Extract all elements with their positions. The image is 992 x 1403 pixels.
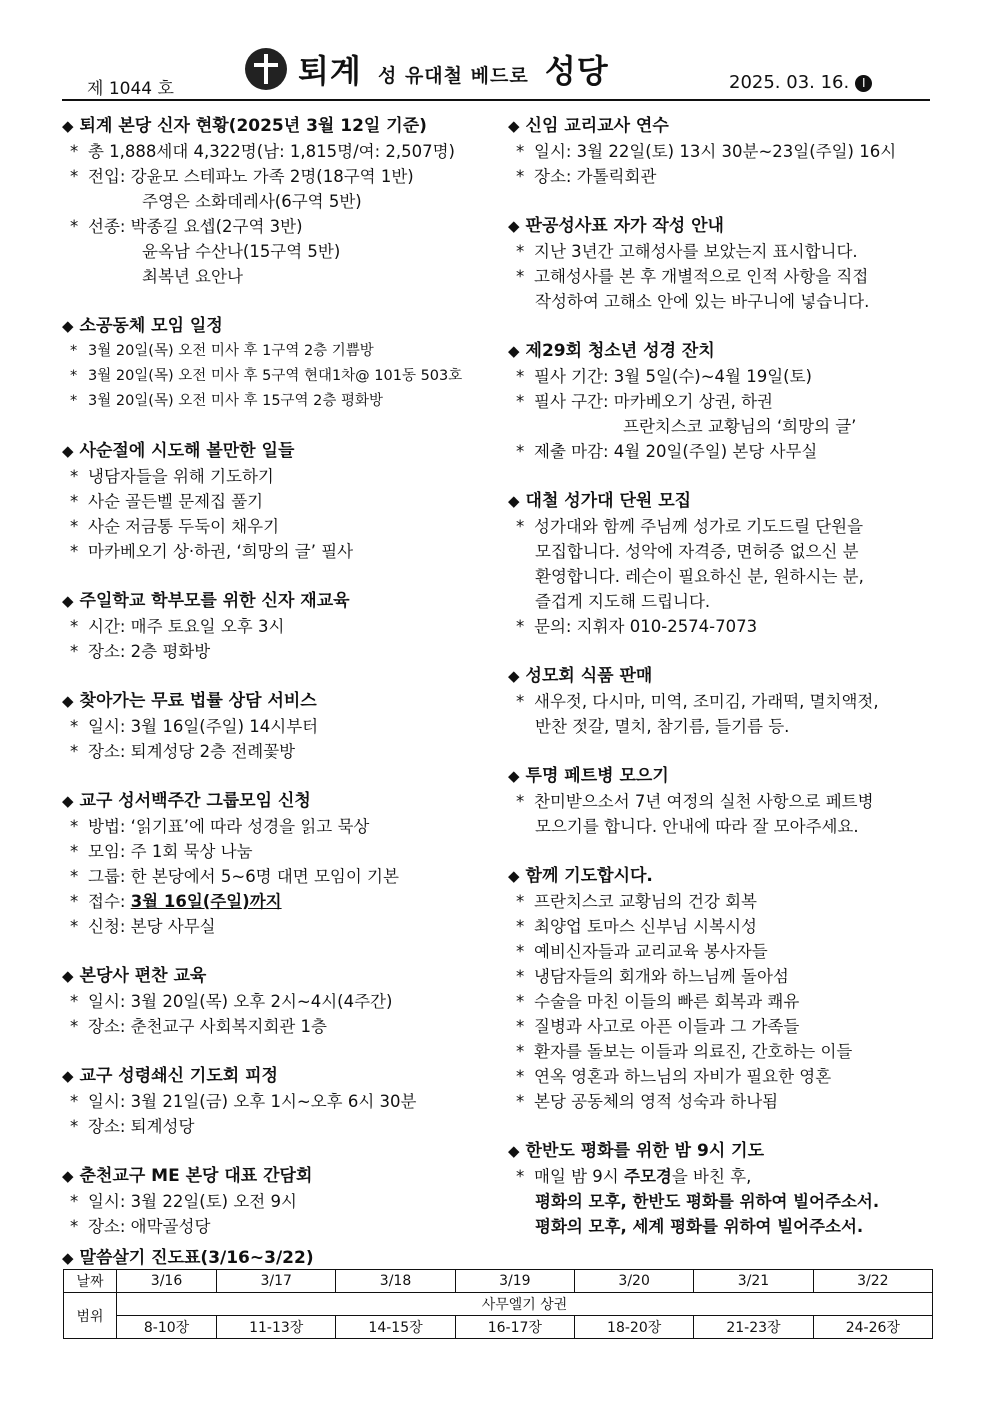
- diamond-bullet-icon: ◆: [62, 967, 74, 985]
- chapter-cell: 14-15장: [336, 1316, 455, 1339]
- asterisk-bullet-icon: *: [70, 917, 79, 936]
- schedule-title: [62, 1243, 314, 1268]
- section-heading: [62, 314, 492, 339]
- asterisk-bullet-icon: *: [70, 492, 79, 511]
- asterisk-bullet-icon: *: [516, 142, 525, 161]
- line-text: 본당 공동체의 영적 성숙과 하나됨: [534, 1092, 779, 1111]
- notice-line: [508, 239, 933, 264]
- asterisk-bullet-icon: *: [516, 917, 525, 936]
- notice-line: [62, 914, 492, 939]
- notice-section: [62, 439, 492, 564]
- notice-line: [508, 139, 933, 164]
- diamond-bullet-icon: ◆: [508, 117, 520, 135]
- line-text: 모으기를 합니다. 안내에 따라 잘 모아주세요.: [535, 817, 859, 836]
- notice-section: [62, 1164, 492, 1239]
- diamond-bullet-icon: ◆: [62, 692, 74, 710]
- line-text: 접수:: [88, 892, 131, 911]
- notice-line: [62, 1189, 492, 1214]
- section-heading: [62, 589, 492, 614]
- notice-line: [62, 489, 492, 514]
- notice-line: [62, 864, 492, 889]
- section-heading: [62, 439, 492, 464]
- asterisk-bullet-icon: *: [70, 368, 78, 384]
- line-text: 장소: 퇴계성당 2층 전례꽃방: [88, 742, 296, 761]
- asterisk-bullet-icon: *: [70, 393, 78, 409]
- notice-line: [62, 1089, 492, 1114]
- left-column: [62, 114, 492, 1264]
- line-text: 마카베오기 상·하권, ‘희망의 글’ 필사: [88, 542, 354, 561]
- line-text: 사순 저금통 두둑이 채우기: [88, 517, 280, 536]
- date-label-cell: 날짜: [64, 1270, 117, 1293]
- section-title: 함께 기도합시다.: [525, 866, 653, 886]
- asterisk-bullet-icon: *: [70, 467, 79, 486]
- notice-line: [62, 889, 492, 914]
- line-text: 환자를 돌보는 이들과 의료진, 간호하는 이들: [534, 1042, 853, 1061]
- diamond-bullet-icon: ◆: [62, 1249, 74, 1267]
- line-text: 장소: 2층 평화방: [88, 642, 211, 661]
- line-text: 평화의 모후, 한반도 평화를 위하여 빌어주소서.: [535, 1192, 880, 1211]
- line-text: 선종: 박종길 요셉(2구역 3반): [88, 217, 303, 236]
- notice-section: [508, 339, 933, 464]
- line-text: 시간: 매주 토요일 오후 3시: [88, 617, 285, 636]
- asterisk-bullet-icon: *: [70, 1192, 79, 1211]
- line-text: 예비신자들과 교리교육 봉사자들: [534, 942, 768, 961]
- notice-line: [508, 389, 933, 414]
- diamond-bullet-icon: ◆: [62, 117, 74, 135]
- line-text: 새우젓, 다시마, 미역, 조미김, 가래떡, 멸치액젓,: [534, 692, 879, 711]
- line-text: 방법: ‘읽기표’에 따라 성경을 읽고 묵상: [88, 817, 370, 836]
- notice-line: [62, 814, 492, 839]
- line-text: 프란치스코 교황님의 ‘희망의 글’: [623, 417, 857, 436]
- section-title: 사순절에 시도해 볼만한 일들: [79, 441, 295, 461]
- notice-line: [508, 989, 933, 1014]
- date-cell: 3/18: [336, 1270, 455, 1293]
- notice-section: [62, 114, 492, 289]
- parish-title: [298, 46, 609, 92]
- notice-line: [62, 464, 492, 489]
- asterisk-bullet-icon: *: [70, 142, 79, 161]
- right-column: [508, 114, 933, 1264]
- line-text: 그룹: 한 본당에서 5~6명 대면 모임이 기본: [88, 867, 399, 886]
- line-text: 3월 20일(목) 오전 미사 후 15구역 2층 평화방: [88, 393, 384, 409]
- section-heading: [62, 964, 492, 989]
- notice-line: [62, 264, 492, 289]
- section-heading: [62, 114, 492, 139]
- asterisk-bullet-icon: *: [70, 1017, 79, 1036]
- line-text: 일시: 3월 22일(토) 13시 30분~23일(주일) 16시: [534, 142, 897, 161]
- section-title: 한반도 평화를 위한 밤 9시 기도: [525, 1141, 765, 1161]
- line-text: 냉담자들의 회개와 하느님께 돌아섬: [534, 967, 789, 986]
- asterisk-bullet-icon: *: [70, 1217, 79, 1236]
- section-heading: [508, 764, 933, 789]
- section-title: 대철 성가대 단원 모집: [525, 491, 692, 511]
- notice-line: [62, 614, 492, 639]
- asterisk-bullet-icon: *: [70, 992, 79, 1011]
- line-text: 성가대와 함께 주님께 성가로 기도드릴 단원을: [534, 517, 864, 536]
- notice-line: [508, 789, 933, 814]
- notice-line: [508, 914, 933, 939]
- section-title: 퇴계 본당 신자 현황(2025년 3월 12일 기준): [79, 116, 427, 136]
- section-title: 판공성사표 자가 작성 안내: [525, 216, 724, 236]
- notice-line: [62, 1214, 492, 1239]
- notice-section: [508, 764, 933, 839]
- diamond-bullet-icon: ◆: [62, 1067, 74, 1085]
- line-text: 최양업 토마스 신부님 시복시성: [534, 917, 757, 936]
- line-text: 냉담자들을 위해 기도하기: [88, 467, 274, 486]
- section-heading: [62, 789, 492, 814]
- notice-line: [62, 189, 492, 214]
- section-heading: [62, 1164, 492, 1189]
- notice-line: [508, 1189, 933, 1214]
- line-text: 매일 밤 9시: [534, 1167, 624, 1186]
- notice-line: [508, 614, 933, 639]
- notice-section: [62, 1064, 492, 1139]
- issue-date: [729, 72, 872, 93]
- asterisk-bullet-icon: *: [70, 817, 79, 836]
- asterisk-bullet-icon: *: [516, 942, 525, 961]
- diamond-bullet-icon: ◆: [508, 767, 520, 785]
- section-heading: [508, 864, 933, 889]
- bulletin-header: [62, 44, 930, 100]
- line-text: 최복년 요안나: [142, 267, 243, 286]
- diamond-bullet-icon: ◆: [62, 317, 74, 335]
- title-left: 퇴계: [298, 52, 362, 90]
- diamond-bullet-icon: ◆: [508, 667, 520, 685]
- asterisk-bullet-icon: *: [70, 867, 79, 886]
- line-text: 질병과 사고로 아픈 이들과 그 가족들: [534, 1017, 800, 1036]
- date-cell: 3/20: [575, 1270, 694, 1293]
- line-text: 장소: 퇴계성당: [88, 1117, 195, 1136]
- chapter-cell: 16-17장: [455, 1316, 574, 1339]
- section-title: 제29회 청소년 성경 잔치: [525, 341, 715, 361]
- notice-line: [62, 389, 492, 414]
- date-cell: 3/19: [455, 1270, 574, 1293]
- section-title: 본당사 편찬 교육: [79, 966, 207, 986]
- line-text: 사순 골든벨 문제집 풀기: [88, 492, 264, 511]
- section-title: 춘천교구 ME 본당 대표 간담회: [79, 1166, 313, 1186]
- line-text: 3월 20일(목) 오전 미사 후 5구역 현대1차@ 101동 503호: [88, 368, 463, 384]
- notice-section: [508, 489, 933, 639]
- section-title: 찾아가는 무료 법률 상담 서비스: [79, 691, 317, 711]
- asterisk-bullet-icon: *: [70, 717, 79, 736]
- diamond-bullet-icon: ◆: [508, 492, 520, 510]
- line-text: 필사 구간: 마카베오기 상권, 하권: [534, 392, 773, 411]
- diamond-bullet-icon: ◆: [62, 792, 74, 810]
- asterisk-bullet-icon: *: [516, 1092, 525, 1111]
- asterisk-bullet-icon: *: [516, 617, 525, 636]
- line-text: 환영합니다. 레슨이 필요하신 분, 원하시는 분,: [535, 567, 864, 586]
- date-cell: 3/22: [813, 1270, 932, 1293]
- notice-line: [62, 214, 492, 239]
- notice-section: [62, 314, 492, 414]
- line-text: 연옥 영혼과 하느님의 자비가 필요한 영혼: [534, 1067, 832, 1086]
- schedule-chapter-row: [64, 1316, 933, 1339]
- notice-section: [62, 789, 492, 939]
- notice-line: [508, 289, 933, 314]
- notice-line: [508, 1064, 933, 1089]
- notice-line: [508, 1164, 933, 1189]
- notice-line: [508, 364, 933, 389]
- title-right: 성당: [544, 52, 609, 90]
- line-text-tail: 을 바친 후,: [671, 1167, 752, 1186]
- section-heading: [508, 114, 933, 139]
- diamond-bullet-icon: ◆: [62, 592, 74, 610]
- notice-line: [62, 739, 492, 764]
- line-text: 평화의 모후, 세계 평화를 위하여 빌어주소서.: [535, 1217, 864, 1236]
- line-text: 프란치스코 교황님의 건강 회복: [534, 892, 757, 911]
- section-title: 성모회 식품 판매: [525, 666, 653, 686]
- notice-line: [508, 1039, 933, 1064]
- schedule-book-row: [64, 1293, 933, 1316]
- notice-line: [62, 164, 492, 189]
- notice-line: [508, 1214, 933, 1239]
- date-cell: 3/21: [694, 1270, 813, 1293]
- line-text: 윤옥남 수산나(15구역 5반): [142, 242, 341, 261]
- line-text: 모임: 주 1회 묵상 나눔: [88, 842, 253, 861]
- line-text: 제출 마감: 4월 20일(주일) 본당 사무실: [534, 442, 818, 461]
- chapter-cell: 18-20장: [575, 1316, 694, 1339]
- notice-section: [508, 664, 933, 739]
- schedule-title-text: 말씀살기 진도표(3/16~3/22): [79, 1248, 314, 1268]
- asterisk-bullet-icon: *: [70, 517, 79, 536]
- section-heading: [508, 339, 933, 364]
- line-text: 필사 기간: 3월 5일(수)~4월 19일(토): [534, 367, 812, 386]
- line-text: 총 1,888세대 4,322명(남: 1,815명/여: 2,507명): [88, 142, 455, 161]
- section-heading: [62, 1064, 492, 1089]
- line-text: 신청: 본당 사무실: [88, 917, 216, 936]
- notice-section: [508, 864, 933, 1114]
- asterisk-bullet-icon: *: [70, 892, 79, 911]
- line-text: 문의: 지휘자 010-2574-7073: [534, 617, 758, 636]
- notice-line: [508, 939, 933, 964]
- line-text: 즐겁게 지도해 드립니다.: [535, 592, 711, 611]
- asterisk-bullet-icon: *: [516, 967, 525, 986]
- line-text: 반찬 젓갈, 멸치, 참기름, 들기름 등.: [535, 717, 790, 736]
- line-text: 고해성사를 본 후 개별적으로 인적 사항을 직접: [534, 267, 869, 286]
- chapter-cell: 8-10장: [117, 1316, 217, 1339]
- notice-line: [508, 689, 933, 714]
- range-label-cell: 범위: [64, 1293, 117, 1339]
- chapter-cell: 24-26장: [813, 1316, 932, 1339]
- line-text: 수술을 마친 이들의 빠른 회복과 쾌유: [534, 992, 800, 1011]
- line-text: 장소: 가톨릭회관: [534, 167, 657, 186]
- prayer-name: 주모경: [624, 1167, 672, 1186]
- chapter-cell: 11-13장: [217, 1316, 336, 1339]
- line-text: 주영은 소화데레사(6구역 5반): [142, 192, 362, 211]
- notice-line: [62, 989, 492, 1014]
- section-heading: [508, 664, 933, 689]
- schedule-date-row: [64, 1270, 933, 1293]
- schedule-table: [63, 1269, 933, 1339]
- notice-section: [62, 589, 492, 664]
- asterisk-bullet-icon: *: [516, 792, 525, 811]
- asterisk-bullet-icon: *: [516, 392, 525, 411]
- line-text: 일시: 3월 20일(목) 오후 2시~4시(4주간): [88, 992, 393, 1011]
- asterisk-bullet-icon: *: [516, 517, 525, 536]
- line-text: 장소: 애막골성당: [88, 1217, 211, 1236]
- line-text: 모집합니다. 성악에 자격증, 면허증 없으신 분: [535, 542, 859, 561]
- notice-line: [62, 714, 492, 739]
- deadline-text: 3월 16일(주일)까지: [130, 892, 282, 911]
- notice-line: [508, 539, 933, 564]
- notice-line: [508, 1014, 933, 1039]
- date-badge: I: [855, 75, 872, 92]
- section-heading: [508, 214, 933, 239]
- asterisk-bullet-icon: *: [70, 742, 79, 761]
- header-rule: [62, 99, 930, 101]
- notice-line: [62, 539, 492, 564]
- asterisk-bullet-icon: *: [516, 1017, 525, 1036]
- book-cell: 사무엘기 상권: [117, 1293, 933, 1316]
- section-title: 신임 교리교사 연수: [525, 116, 669, 136]
- diamond-bullet-icon: ◆: [62, 442, 74, 460]
- asterisk-bullet-icon: *: [516, 367, 525, 386]
- notice-line: [508, 889, 933, 914]
- section-heading: [62, 689, 492, 714]
- notice-line: [62, 1014, 492, 1039]
- diamond-bullet-icon: ◆: [508, 867, 520, 885]
- notice-line: [508, 964, 933, 989]
- asterisk-bullet-icon: *: [70, 167, 79, 186]
- section-heading: [508, 1139, 933, 1164]
- notice-line: [62, 514, 492, 539]
- section-title: 투명 페트병 모으기: [525, 766, 669, 786]
- chapter-cell: 21-23장: [694, 1316, 813, 1339]
- notice-line: [62, 339, 492, 364]
- line-text: 지난 3년간 고해성사를 보았는지 표시합니다.: [534, 242, 858, 261]
- notice-line: [508, 564, 933, 589]
- asterisk-bullet-icon: *: [516, 1167, 525, 1186]
- line-text: 작성하여 고해소 안에 있는 바구니에 넣습니다.: [535, 292, 870, 311]
- section-title: 주일학교 학부모를 위한 신자 재교육: [79, 591, 350, 611]
- asterisk-bullet-icon: *: [516, 692, 525, 711]
- asterisk-bullet-icon: *: [516, 167, 525, 186]
- notice-line: [62, 639, 492, 664]
- diamond-bullet-icon: ◆: [508, 1142, 520, 1160]
- date-cell: 3/16: [117, 1270, 217, 1293]
- notice-section: [508, 214, 933, 314]
- notice-line: [508, 589, 933, 614]
- asterisk-bullet-icon: *: [70, 617, 79, 636]
- notice-section: [508, 114, 933, 189]
- diamond-bullet-icon: ◆: [62, 1167, 74, 1185]
- notice-section: [62, 964, 492, 1039]
- notice-line: [508, 1089, 933, 1114]
- asterisk-bullet-icon: *: [70, 642, 79, 661]
- section-title: 소공동체 모임 일정: [79, 316, 223, 336]
- notice-line: [62, 1114, 492, 1139]
- asterisk-bullet-icon: *: [516, 892, 525, 911]
- notice-line: [62, 139, 492, 164]
- asterisk-bullet-icon: *: [516, 442, 525, 461]
- asterisk-bullet-icon: *: [516, 1067, 525, 1086]
- notice-line: [62, 364, 492, 389]
- asterisk-bullet-icon: *: [516, 242, 525, 261]
- issue-date-text: 2025. 03. 16.: [729, 72, 850, 93]
- notice-line: [508, 414, 933, 439]
- asterisk-bullet-icon: *: [70, 1117, 79, 1136]
- line-text: 전입: 강윤모 스테파노 가족 2명(18구역 1반): [88, 167, 414, 186]
- date-cell: 3/17: [217, 1270, 336, 1293]
- line-text: 3월 20일(목) 오전 미사 후 1구역 2층 기쁨방: [88, 343, 374, 359]
- notice-section: [62, 689, 492, 764]
- issue-number: 제 1044 호: [87, 79, 174, 99]
- line-text: 찬미받으소서 7년 여정의 실천 사항으로 페트병: [534, 792, 874, 811]
- section-heading: [508, 489, 933, 514]
- diamond-bullet-icon: ◆: [508, 217, 520, 235]
- title-mid: 성 유대철 베드로: [377, 65, 529, 87]
- line-text: 일시: 3월 22일(토) 오전 9시: [88, 1192, 297, 1211]
- notice-line: [508, 814, 933, 839]
- line-text: 일시: 3월 16일(주일) 14시부터: [88, 717, 319, 736]
- notice-line: [508, 714, 933, 739]
- section-title: 교구 성령쇄신 기도회 피정: [79, 1066, 278, 1086]
- diamond-bullet-icon: ◆: [508, 342, 520, 360]
- asterisk-bullet-icon: *: [516, 992, 525, 1011]
- notice-section: [508, 1139, 933, 1239]
- asterisk-bullet-icon: *: [70, 842, 79, 861]
- notice-line: [508, 514, 933, 539]
- asterisk-bullet-icon: *: [70, 542, 79, 561]
- line-text: 장소: 춘천교구 사회복지회관 1층: [88, 1017, 327, 1036]
- cross-logo-icon: [245, 48, 287, 90]
- asterisk-bullet-icon: *: [516, 267, 525, 286]
- notice-line: [508, 439, 933, 464]
- notice-line: [508, 264, 933, 289]
- asterisk-bullet-icon: *: [70, 217, 79, 236]
- asterisk-bullet-icon: *: [70, 343, 78, 359]
- asterisk-bullet-icon: *: [516, 1042, 525, 1061]
- line-text: 일시: 3월 21일(금) 오후 1시~오후 6시 30분: [88, 1092, 417, 1111]
- notice-line: [62, 839, 492, 864]
- asterisk-bullet-icon: *: [70, 1092, 79, 1111]
- section-title: 교구 성서백주간 그룹모임 신청: [79, 791, 311, 811]
- notice-line: [62, 239, 492, 264]
- notice-line: [508, 164, 933, 189]
